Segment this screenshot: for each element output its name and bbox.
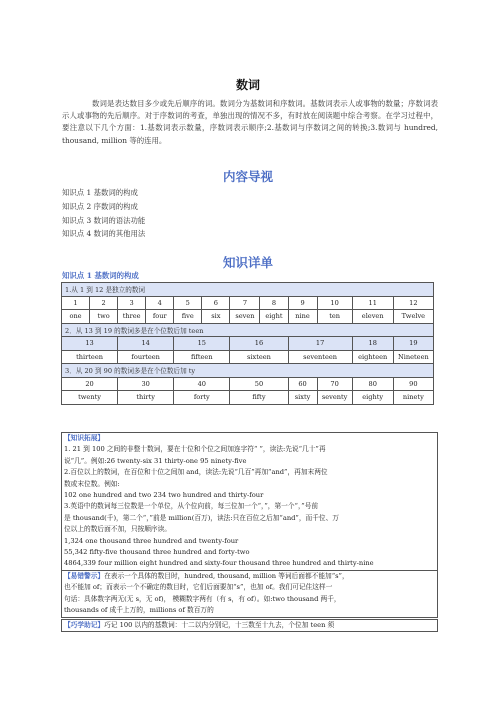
table-row xyxy=(62,350,434,364)
table-row xyxy=(62,337,434,351)
text-line: 是 thousand(千)，第二个“，”前是 million(百万)，读法:只在百位之后加“and”，而千位、万 xyxy=(64,513,339,522)
table-cell: 50 xyxy=(230,377,288,391)
memory-tip-box xyxy=(61,619,438,632)
table-cell: fifteen xyxy=(174,350,230,364)
memory-tag: 【巧学助记】 xyxy=(64,621,105,629)
table-row xyxy=(62,296,434,310)
text-line: 句话：具体数字两无(无 s，无 of)， 模糊数字两有（有 s，有 of）。如:two thousand 两千， xyxy=(64,594,341,603)
table-cell: three xyxy=(118,310,146,324)
table-cell: nine xyxy=(288,310,317,324)
table-cell: 30 xyxy=(118,377,174,391)
guide-item: 知识点 2 序数词的构成 xyxy=(62,201,138,211)
table-cell: two xyxy=(90,310,118,324)
guide-heading: 内容导视 xyxy=(222,169,273,184)
table-cell: 10 xyxy=(317,296,352,310)
table-cell: 7 xyxy=(230,296,260,310)
table-cell: forty xyxy=(174,391,230,405)
table-row xyxy=(62,283,434,297)
table-cell: Twelve xyxy=(393,310,433,324)
table-cell: four xyxy=(146,310,174,324)
group-header: 1.从 1 到 12 是独立的数词 xyxy=(62,283,434,297)
guide-item: 知识点 3 数词的语法功能 xyxy=(62,215,146,225)
table-cell: 15 xyxy=(174,337,230,351)
table-cell: 40 xyxy=(174,377,230,391)
guide-item: 知识点 1 基数词的构成 xyxy=(62,188,138,197)
table-cell: ten xyxy=(317,310,352,324)
group-header: 3．从 20 到 90 的数词多是在个位数后加 ty xyxy=(62,364,434,378)
table-row xyxy=(62,377,434,391)
table-cell: Nineteen xyxy=(393,350,433,364)
error-warning-box xyxy=(61,570,438,618)
table-cell: 70 xyxy=(317,377,352,391)
table-cell: 17 xyxy=(288,337,352,351)
table-cell: seventeen xyxy=(288,350,352,364)
text-line: 2.百位以上的数词，在百位和十位之间加 and，读法:先说“几百”再加“and”，再加末两位 xyxy=(64,468,328,477)
table-cell: one xyxy=(62,310,90,324)
text-line: 数或末位数。例如: xyxy=(64,479,120,488)
text-line: 说“几”。例如:26 twenty-six 31 thirty-one 95 ninety-five xyxy=(64,456,247,465)
table-cell: six xyxy=(202,310,230,324)
table-cell: 16 xyxy=(230,337,288,351)
table-cell: 9 xyxy=(288,296,317,310)
table-cell: ninety xyxy=(393,391,433,405)
table-cell: fifty xyxy=(230,391,288,405)
table-cell: sixteen xyxy=(230,350,288,364)
knowledge-point-title: 知识点 1 基数词的构成 xyxy=(62,271,139,280)
guide-list xyxy=(62,186,145,241)
table-cell: eight xyxy=(260,310,288,324)
table-cell: 18 xyxy=(352,337,393,351)
knowledge-expansion-box xyxy=(61,432,438,571)
table-cell: eighty xyxy=(352,391,393,405)
guide-item: 知识点 4 数词的其他用法 xyxy=(62,229,146,239)
table-cell: thirteen xyxy=(62,350,118,364)
table-cell: thirty xyxy=(118,391,174,405)
table-cell: fourteen xyxy=(118,350,174,364)
table-cell: twenty xyxy=(62,391,118,405)
text-line: 55,342 fifty-five thousand three hundred and forty-two xyxy=(64,548,250,557)
table-cell: 2 xyxy=(90,296,118,310)
table-cell: 4 xyxy=(146,296,174,310)
table-row xyxy=(62,364,434,378)
intro-paragraph: 数词是表达数目多少或先后顺序的词。数词分为基数词和序数词。基数词表示人或事物的数量；序数词表示人或事物的先后顺序。对于序数词的考查，单独出现的情况不多，有时放在阅读题中综合考察。在学习过程中，要注意以下几个方面：1.基数词表示数量，序数词表示顺序;2.基数词与序数词之间的转换;3.数词与 hundred, thousand, million 等的连用。 xyxy=(62,99,438,145)
text-line: 3.英语中的数词每三位数是一个单位，从个位向前，每三位加一个“，”，第一个“，”号前 xyxy=(64,502,319,511)
table-cell: five xyxy=(174,310,202,324)
group-header: 2．从 13 到 19 的数词多是在个位数后加 teen xyxy=(62,323,434,337)
text-line: thousands of 成千上万的，millions of 数百万的 xyxy=(64,606,214,615)
text-line: 也不能加 of；而表示一个不确定的数目时，它们后面要加“s”，也加 of。我们可记住这样一 xyxy=(64,583,333,592)
table-cell: seven xyxy=(230,310,260,324)
table-cell: eighteen xyxy=(352,350,393,364)
table-cell: 3 xyxy=(118,296,146,310)
memory-text: 巧记 100 以内的基数词：十二以内分别记，十三数至十九去，个位加 teen 须 xyxy=(104,621,335,629)
table-cell: 14 xyxy=(118,337,174,351)
expansion-tag: 【知识拓展】 xyxy=(64,434,105,442)
text-line: 1. 21 到 100 之间的非整十数词，要在十位和个位之间加连字符“ ”，读法:先说“几十”再 xyxy=(64,445,326,454)
table-cell: 90 xyxy=(393,377,433,391)
table-cell: 80 xyxy=(352,377,393,391)
table-cell: 8 xyxy=(260,296,288,310)
table-cell: 19 xyxy=(393,337,433,351)
text-line: 4864,339 four million eight hundred and sixty-four thousand three hundred and thirty-nine xyxy=(64,559,374,568)
warning-text: 在表示一个具体的数目时，hundred, thousand, million 等词后面都不能加“s”， xyxy=(104,572,349,580)
table-cell: 60 xyxy=(288,377,317,391)
table-cell: 13 xyxy=(62,337,118,351)
table-cell: 11 xyxy=(352,296,393,310)
table-cell: 20 xyxy=(62,377,118,391)
page-title: 数词 xyxy=(235,78,260,92)
text-line: 1,324 one thousand three hundred and twenty-four xyxy=(64,536,239,545)
text-line xyxy=(64,571,435,582)
text-line xyxy=(64,620,435,631)
details-heading: 知识详单 xyxy=(222,255,273,270)
table-row xyxy=(62,310,434,324)
table-cell: 12 xyxy=(393,296,433,310)
text-line: 102 one hundred and two 234 two hundred and thirty-four xyxy=(64,491,264,500)
warning-tag: 【易错警示】 xyxy=(64,572,105,580)
text-line: 位以上的数后面不加，只按顺序读。 xyxy=(64,525,171,534)
table-row xyxy=(62,391,434,405)
table-cell: eleven xyxy=(352,310,393,324)
table-cell: 1 xyxy=(62,296,90,310)
table-cell: seventy xyxy=(317,391,352,405)
table-cell: 6 xyxy=(202,296,230,310)
table-row xyxy=(62,323,434,337)
table-cell: sixty xyxy=(288,391,317,405)
table-cell: 5 xyxy=(174,296,202,310)
cardinal-number-table xyxy=(61,282,434,405)
